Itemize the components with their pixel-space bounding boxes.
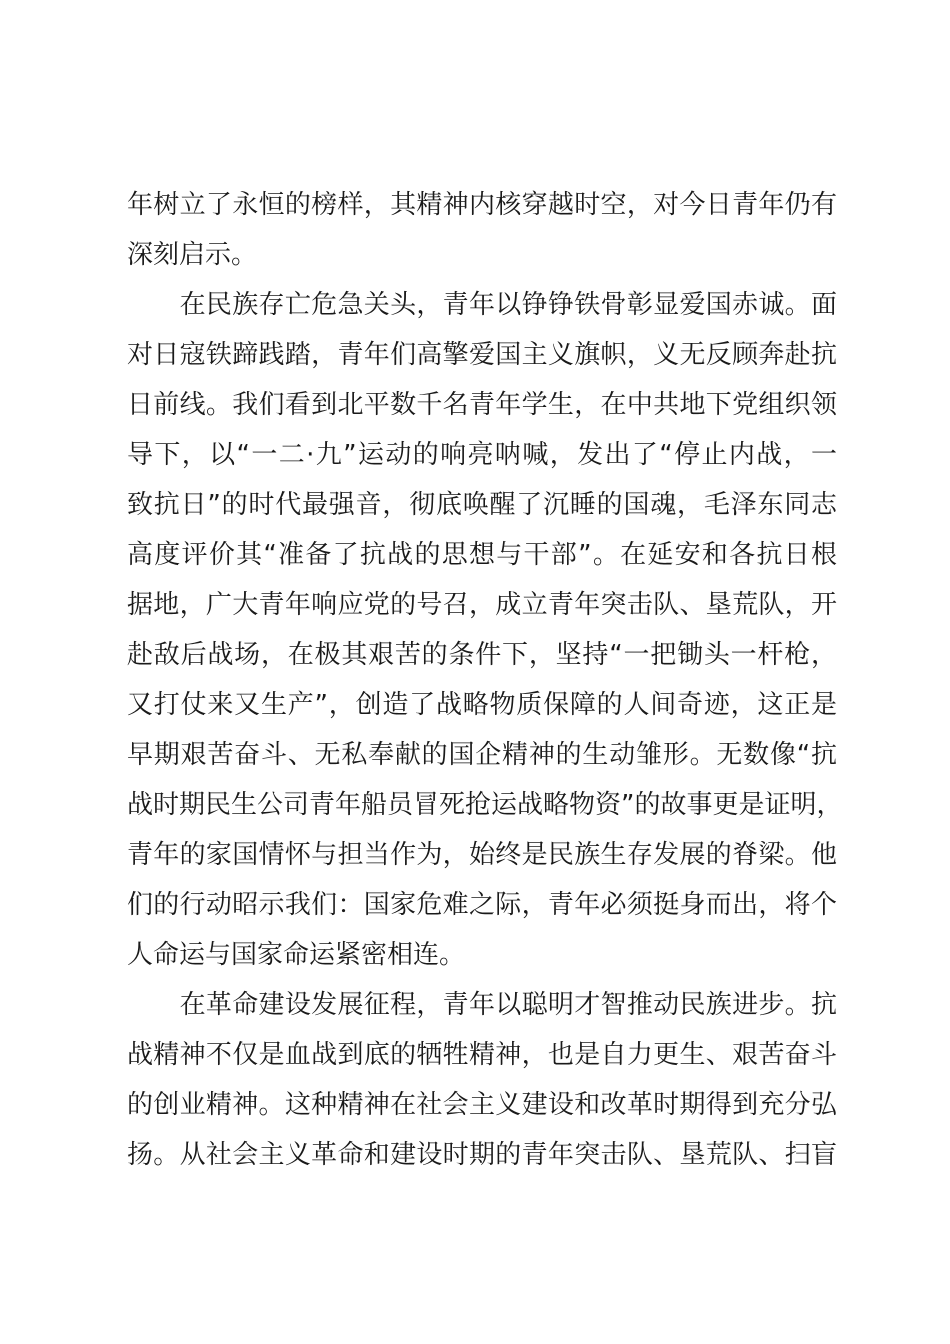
text-line: 青年的家国情怀与担当作为，始终是民族生存发展的脊梁。他 (127, 840, 837, 870)
text-line: 年树立了永恒的榜样，其精神内核穿越时空，对今日青年仍有 (127, 190, 837, 220)
text-line: 人命运与国家命运紧密相连。 (127, 940, 466, 970)
text-line: 在革命建设发展征程，青年以聪明才智推动民族进步。抗 (127, 990, 837, 1020)
text-line: 战时期民生公司青年船员冒死抢运战略物资”的故事更是证明， (127, 790, 843, 820)
text-line: 深刻启示。 (127, 240, 258, 270)
text-line: 的创业精神。这种精神在社会主义建设和改革时期得到充分弘 (127, 1090, 837, 1120)
text-line: 战精神不仅是血战到底的牺牲精神，也是自力更生、艰苦奋斗 (127, 1040, 837, 1070)
text-line: 据地，广大青年响应党的号召，成立青年突击队、垦荒队，开 (127, 590, 837, 620)
text-line: 致抗日”的时代最强音，彻底唤醒了沉睡的国魂，毛泽东同志 (127, 490, 837, 520)
document-body (127, 180, 843, 1180)
text-line: 又打仗来又生产”，创造了战略物质保障的人间奇迹，这正是 (127, 690, 837, 720)
text-line: 赴敌后战场，在极其艰苦的条件下，坚持“一把锄头一杆枪， (127, 640, 837, 670)
text-line: 高度评价其“准备了抗战的思想与干部”。在延安和各抗日根 (127, 540, 837, 570)
text-line: 对日寇铁蹄践踏，青年们高擎爱国主义旗帜，义无反顾奔赴抗 (127, 340, 837, 370)
text-line: 早期艰苦奋斗、无私奉献的国企精神的生动雏形。无数像“抗 (127, 740, 837, 770)
text-line: 日前线。我们看到北平数千名青年学生，在中共地下党组织领 (127, 390, 837, 420)
text-line: 扬。从社会主义革命和建设时期的青年突击队、垦荒队、扫盲 (127, 1140, 837, 1170)
text-line: 在民族存亡危急关头，青年以铮铮铁骨彰显爱国赤诚。面 (127, 290, 837, 320)
text-line: 导下，以“一二·九”运动的响亮呐喊，发出了“停止内战，一 (127, 440, 837, 470)
text-line: 们的行动昭示我们：国家危难之际，青年必须挺身而出，将个 (127, 890, 837, 920)
